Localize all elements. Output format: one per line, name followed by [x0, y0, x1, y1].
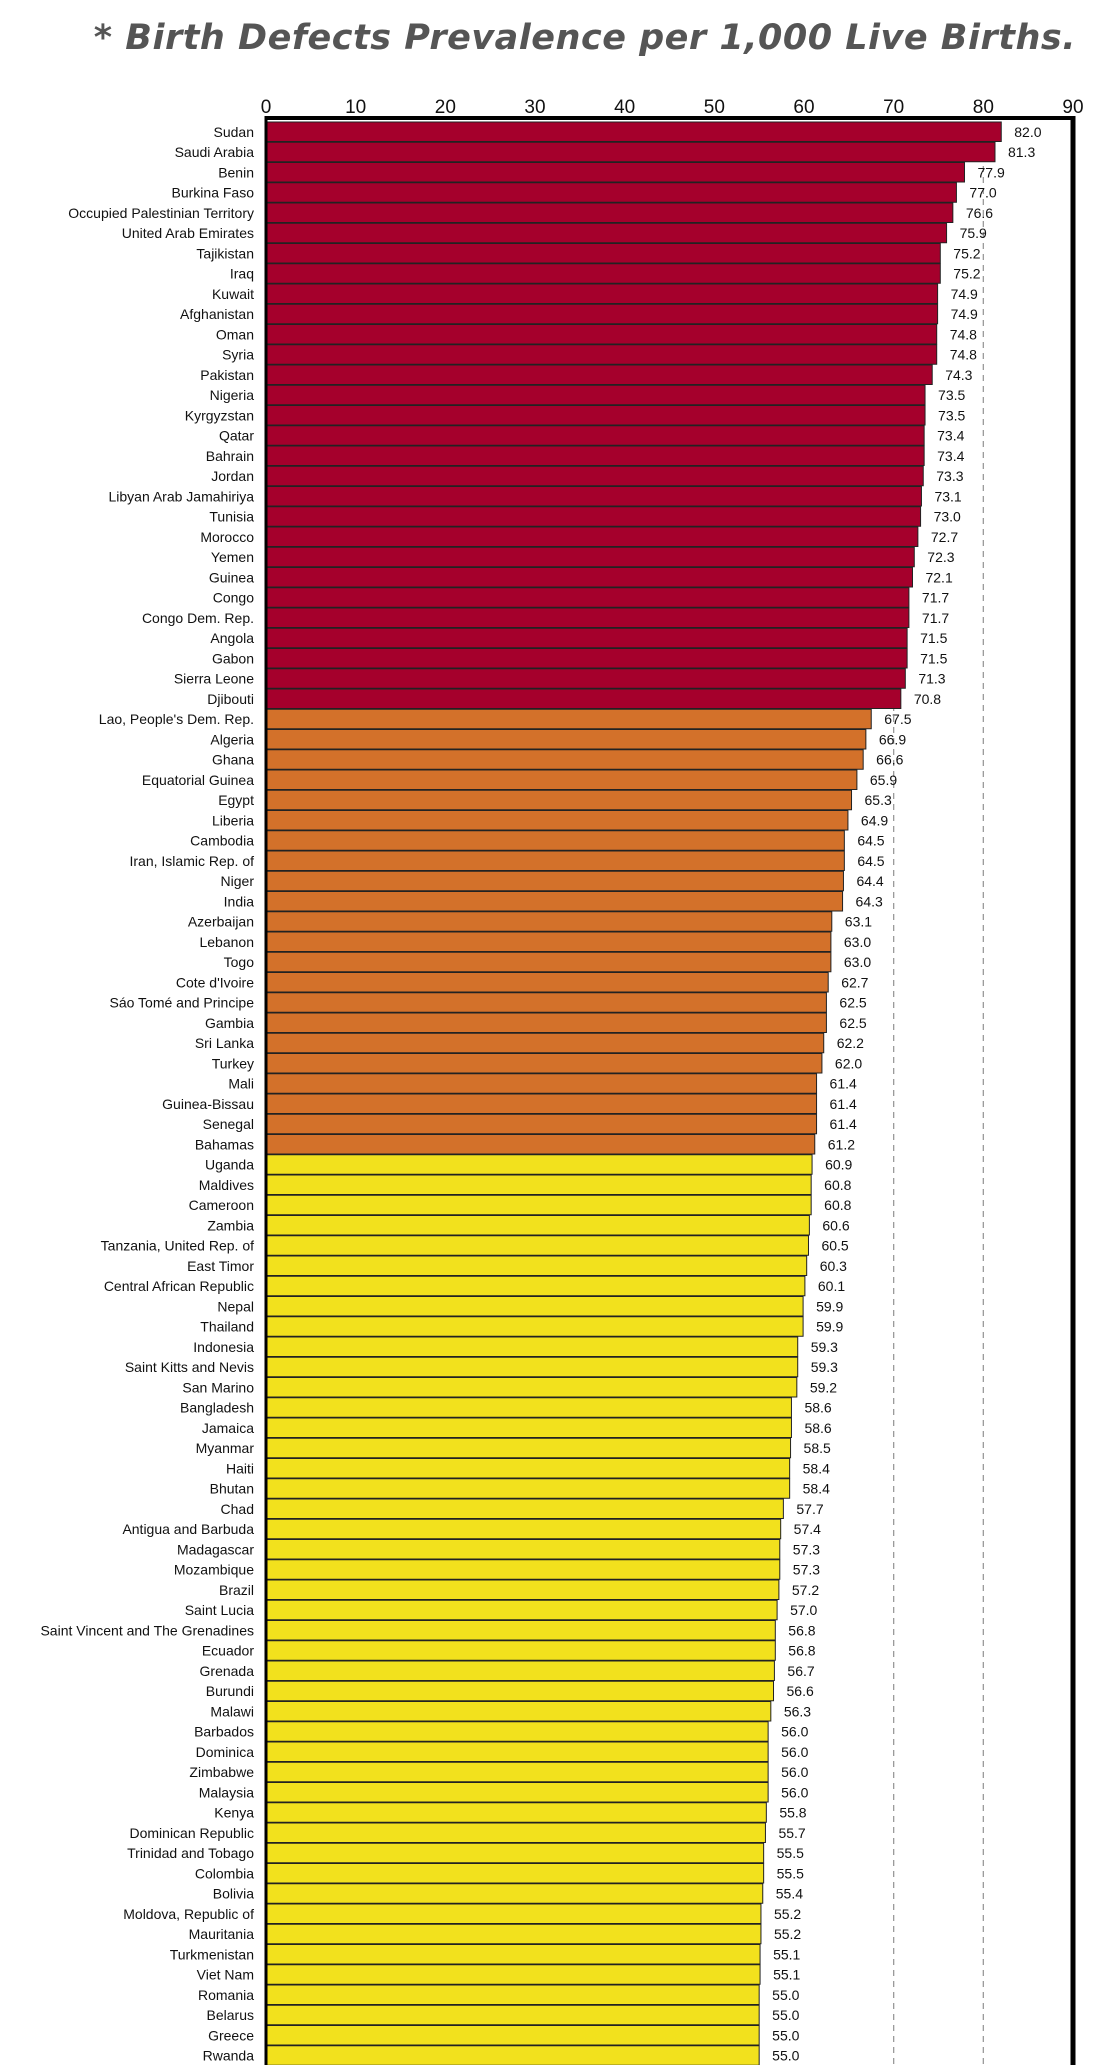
- value-label: 62.7: [841, 974, 869, 991]
- bar: [266, 1965, 760, 1985]
- value-label: 64.9: [860, 812, 889, 829]
- category-label: Jordan: [211, 468, 254, 484]
- bar: [266, 1924, 761, 1944]
- value-label: 56.8: [788, 1622, 816, 1639]
- bar: [266, 649, 907, 669]
- bar: [266, 608, 909, 628]
- bar: [266, 1256, 807, 1276]
- category-label: Nigeria: [209, 387, 254, 403]
- bar: [266, 871, 843, 891]
- bar: [266, 709, 871, 729]
- value-label: 67.5: [884, 711, 912, 727]
- bar: [266, 1114, 817, 1134]
- value-label: 56.8: [788, 1642, 816, 1659]
- category-label: Antigua and Barbuda: [122, 1521, 254, 1537]
- bar: [266, 163, 965, 183]
- x-tick-label: 50: [703, 97, 725, 118]
- value-label: 58.4: [802, 1480, 830, 1497]
- bar: [266, 1904, 761, 1924]
- bar: [266, 547, 914, 567]
- category-label: Bangladesh: [180, 1399, 254, 1416]
- bar: [266, 730, 866, 750]
- category-label: Niger: [220, 873, 254, 889]
- category-label: Burkina Faso: [171, 184, 254, 201]
- value-label: 57.0: [790, 1602, 818, 1618]
- value-label: 57.3: [792, 1541, 821, 1558]
- category-label: Libyan Arab Jamahiriya: [108, 488, 254, 505]
- bar: [266, 345, 937, 365]
- value-label: 61.4: [829, 1116, 857, 1132]
- value-label: 65.3: [864, 792, 892, 808]
- value-label: 74.9: [950, 285, 978, 302]
- bar: [266, 669, 905, 689]
- bar: [266, 446, 924, 466]
- value-label: 63.0: [843, 954, 872, 970]
- bar: [266, 1216, 809, 1236]
- chart-title: * Birth Defects Prevalence per 1,000 Live Births.: [93, 18, 1076, 58]
- bar: [266, 1560, 780, 1580]
- value-label: 75.2: [953, 265, 981, 282]
- value-label: 74.8: [949, 326, 977, 343]
- value-label: 59.2: [809, 1379, 838, 1396]
- bar: [266, 1175, 811, 1195]
- category-label: Bolivia: [212, 1885, 254, 1902]
- category-label: Dominican Republic: [129, 1824, 254, 1841]
- bar: [266, 750, 863, 770]
- category-label: Pakistan: [200, 366, 254, 383]
- value-label: 55.1: [773, 1966, 801, 1983]
- category-label: Afghanistan: [180, 306, 254, 322]
- x-tick-label: 10: [345, 97, 367, 118]
- category-label: Malawi: [210, 1703, 254, 1720]
- category-label: Mozambique: [173, 1561, 254, 1578]
- category-label: Maldives: [198, 1176, 254, 1193]
- category-label: Uganda: [204, 1156, 254, 1173]
- category-label: Viet Nam: [196, 1966, 254, 1983]
- category-label: Congo: [212, 589, 254, 606]
- bar: [266, 1519, 781, 1539]
- category-label: Tanzania, United Rep. of: [100, 1237, 254, 1254]
- category-label: Brazil: [218, 1581, 254, 1598]
- category-label: Ecuador: [201, 1642, 254, 1659]
- category-label: Belarus: [206, 2007, 254, 2023]
- bar: [266, 1398, 791, 1418]
- category-label: Chad: [220, 1500, 254, 1517]
- category-label: Bhutan: [209, 1480, 254, 1497]
- bar: [266, 1621, 775, 1641]
- bar: [266, 365, 932, 385]
- category-label: Sáo Tomé and Principe: [109, 994, 254, 1011]
- category-label: Algeria: [210, 731, 254, 748]
- value-label: 56.0: [781, 1784, 809, 1801]
- value-label: 55.8: [779, 1804, 807, 1821]
- category-label: Azerbaijan: [187, 913, 254, 930]
- value-label: 75.2: [953, 245, 981, 262]
- category-label: Gabon: [211, 650, 254, 667]
- category-label: India: [223, 893, 254, 910]
- category-label: Zimbabwe: [189, 1764, 254, 1780]
- value-label: 60.8: [824, 1176, 852, 1193]
- bar: [266, 811, 848, 831]
- category-label: Angola: [210, 630, 254, 646]
- category-label: Tajikistan: [196, 245, 254, 262]
- bar: [266, 1580, 779, 1600]
- bar: [266, 1681, 774, 1701]
- value-label: 58.4: [802, 1460, 830, 1477]
- bar: [266, 1843, 764, 1863]
- bar: [266, 1195, 811, 1215]
- value-label: 62.5: [839, 1014, 867, 1031]
- bar: [266, 1823, 765, 1843]
- value-label: 56.0: [781, 1764, 809, 1780]
- category-label: Turkmenistan: [169, 1946, 254, 1963]
- bar: [266, 1135, 815, 1155]
- x-tick-label: 20: [434, 97, 456, 118]
- category-label: Zambia: [207, 1217, 254, 1234]
- value-label: 71.3: [918, 670, 946, 687]
- bar: [266, 304, 938, 324]
- value-label: 60.9: [825, 1156, 853, 1173]
- bar: [266, 487, 921, 507]
- category-label: Nepal: [217, 1298, 254, 1315]
- bar: [266, 1054, 822, 1074]
- value-label: 73.4: [937, 427, 965, 444]
- bar: [266, 223, 947, 243]
- category-label: Liberia: [211, 812, 254, 829]
- bar: [266, 1661, 774, 1681]
- bar: [266, 1236, 808, 1256]
- bar: [266, 1357, 798, 1377]
- bar: [266, 952, 831, 972]
- value-label: 60.3: [819, 1257, 847, 1274]
- category-label: Qatar: [218, 427, 254, 444]
- category-label: Thailand: [200, 1318, 254, 1335]
- value-label: 55.2: [773, 1926, 802, 1942]
- bar: [266, 385, 925, 405]
- category-label: Cameroon: [188, 1197, 254, 1213]
- value-label: 56.3: [783, 1703, 812, 1720]
- x-tick-label: 90: [1062, 97, 1084, 118]
- category-label: Greece: [208, 2027, 254, 2044]
- bar: [266, 831, 844, 851]
- value-label: 61.4: [829, 1075, 857, 1092]
- bar: [266, 689, 901, 709]
- bar: [266, 1013, 826, 1033]
- bar: [266, 1155, 812, 1175]
- category-label: Morocco: [200, 528, 254, 545]
- value-label: 60.6: [822, 1217, 850, 1234]
- value-label: 71.5: [920, 630, 948, 646]
- value-label: 74.8: [949, 346, 977, 363]
- bar: [266, 973, 828, 993]
- category-label: Oman: [215, 326, 254, 343]
- x-tick-label: 30: [524, 97, 546, 118]
- bar: [266, 628, 907, 648]
- bar: [266, 1459, 790, 1479]
- x-tick-label: 80: [972, 97, 994, 118]
- category-label: Iraq: [229, 265, 254, 282]
- x-tick-label: 40: [614, 97, 636, 118]
- bar: [266, 426, 924, 446]
- category-label: San Marino: [182, 1379, 254, 1396]
- bar: [266, 993, 826, 1013]
- bar: [266, 406, 925, 426]
- value-label: 56.0: [781, 1743, 809, 1760]
- value-label: 71.5: [920, 650, 948, 667]
- category-label: Barbados: [194, 1723, 254, 1740]
- value-label: 59.9: [816, 1318, 844, 1335]
- category-label: Guinea: [208, 569, 254, 586]
- category-label: Saint Vincent and The Grenadines: [40, 1622, 254, 1639]
- bar: [266, 203, 953, 223]
- category-label: Senegal: [202, 1116, 254, 1132]
- value-label: 55.5: [776, 1865, 804, 1882]
- bar: [266, 1297, 803, 1317]
- value-label: 57.2: [791, 1581, 820, 1598]
- value-label: 73.5: [938, 407, 966, 424]
- value-label: 73.5: [938, 387, 966, 403]
- category-label: East Timor: [187, 1257, 254, 1274]
- category-label: Congo Dem. Rep.: [141, 609, 254, 626]
- value-label: 55.2: [773, 1905, 802, 1922]
- bar: [266, 1884, 763, 1904]
- x-tick-label: 70: [883, 97, 905, 118]
- x-tick-label: 60: [793, 97, 815, 118]
- value-label: 61.2: [827, 1136, 856, 1153]
- value-label: 74.9: [950, 306, 978, 322]
- category-label: Djibouti: [207, 690, 254, 707]
- category-label: Dominica: [195, 1743, 254, 1760]
- category-label: Kenya: [214, 1804, 254, 1821]
- category-label: Turkey: [211, 1055, 254, 1072]
- value-label: 57.4: [793, 1521, 821, 1537]
- bar: [266, 1702, 771, 1722]
- bar: [266, 183, 956, 203]
- category-label: Gambia: [204, 1014, 254, 1031]
- category-label: Madagascar: [176, 1541, 254, 1558]
- value-label: 60.1: [817, 1278, 846, 1294]
- value-label: 57.3: [792, 1561, 821, 1578]
- category-label: Syria: [222, 346, 254, 363]
- value-label: 73.3: [936, 468, 964, 484]
- category-label: Sri Lanka: [194, 1035, 254, 1051]
- category-label: Yemen: [210, 549, 254, 565]
- value-label: 75.9: [959, 225, 987, 241]
- category-label: Grenada: [199, 1662, 254, 1679]
- category-label: Central African Republic: [103, 1278, 254, 1294]
- bar: [266, 466, 923, 486]
- category-label: Colombia: [194, 1865, 254, 1882]
- value-label: 62.2: [836, 1035, 864, 1051]
- value-label: 59.3: [810, 1359, 838, 1375]
- category-label: Kyrgyzstan: [184, 407, 254, 424]
- category-label: Equatorial Guinea: [141, 771, 254, 788]
- bar: [266, 1033, 824, 1053]
- category-label: Sierra Leone: [173, 670, 254, 687]
- value-label: 59.9: [816, 1298, 844, 1315]
- value-label: 60.5: [821, 1237, 849, 1254]
- bar: [266, 2005, 759, 2025]
- bar: [266, 1499, 783, 1519]
- category-label: Myanmar: [195, 1440, 254, 1456]
- category-label: Malaysia: [198, 1784, 254, 1801]
- bar: [266, 1337, 798, 1357]
- value-label: 82.0: [1014, 123, 1042, 140]
- bar: [266, 932, 831, 952]
- category-label: Mali: [228, 1075, 254, 1092]
- bar: [266, 1600, 777, 1620]
- value-label: 55.5: [776, 1845, 804, 1861]
- bar: [266, 790, 852, 810]
- bar: [266, 1418, 791, 1438]
- value-label: 72.1: [925, 569, 953, 586]
- bar: [266, 284, 938, 304]
- value-label: 64.4: [856, 873, 884, 889]
- value-label: 55.0: [772, 2007, 800, 2023]
- value-label: 73.1: [934, 488, 962, 505]
- category-label: Tunisia: [209, 508, 254, 525]
- value-label: 56.0: [781, 1723, 809, 1740]
- category-label: Haiti: [225, 1460, 254, 1477]
- value-label: 58.6: [804, 1399, 832, 1416]
- category-label: Ghana: [211, 751, 254, 768]
- value-label: 60.8: [824, 1197, 852, 1213]
- value-label: 59.3: [810, 1338, 838, 1355]
- bar: [266, 1722, 768, 1742]
- value-label: 63.0: [843, 933, 872, 950]
- bar: [266, 1742, 768, 1762]
- x-tick-label: 0: [260, 97, 272, 118]
- value-label: 72.3: [927, 549, 955, 565]
- category-label: Saudi Arabia: [174, 144, 254, 160]
- value-label: 64.5: [857, 832, 885, 849]
- category-label: Rwanda: [202, 2047, 254, 2064]
- value-label: 55.0: [772, 2027, 800, 2044]
- category-label: Iran, Islamic Rep. of: [129, 852, 254, 869]
- value-label: 58.5: [803, 1440, 831, 1456]
- bar: [266, 2046, 759, 2065]
- category-label: Moldova, Republic of: [123, 1905, 254, 1922]
- value-label: 55.7: [778, 1824, 806, 1841]
- bar: [266, 1803, 766, 1823]
- value-label: 58.6: [804, 1419, 832, 1436]
- category-label: Romania: [197, 1986, 254, 2003]
- value-label: 73.0: [933, 508, 961, 525]
- bar: [266, 264, 940, 284]
- bar: [266, 1641, 775, 1661]
- value-label: 62.0: [834, 1055, 863, 1072]
- bar: [266, 892, 843, 912]
- value-label: 77.9: [977, 164, 1005, 181]
- category-label: Togo: [223, 954, 254, 970]
- bar: [266, 2026, 759, 2046]
- value-label: 66.9: [878, 731, 907, 748]
- category-label: Indonesia: [193, 1338, 254, 1355]
- value-label: 76.6: [965, 204, 994, 221]
- category-label: Occupied Palestinian Territory: [68, 204, 254, 221]
- value-label: 65.9: [869, 771, 898, 788]
- category-label: Saint Kitts and Nevis: [124, 1359, 254, 1375]
- bar: [266, 244, 940, 264]
- bar: [266, 1540, 780, 1560]
- category-label: Mauritania: [188, 1926, 254, 1942]
- category-label: Bahamas: [194, 1136, 254, 1153]
- bar: [266, 1945, 760, 1965]
- category-label: Jamaica: [201, 1419, 254, 1436]
- value-label: 81.3: [1007, 144, 1036, 160]
- value-label: 57.7: [796, 1500, 824, 1517]
- bar: [266, 1985, 759, 2005]
- value-label: 71.7: [921, 609, 950, 626]
- value-label: 55.0: [772, 1986, 800, 2003]
- bar: [266, 1378, 797, 1398]
- category-label: United Arab Emirates: [121, 225, 254, 241]
- value-label: 73.4: [937, 447, 965, 464]
- bar: [266, 1276, 805, 1296]
- bar: [266, 912, 832, 932]
- category-label: Lao, People's Dem. Rep.: [98, 711, 254, 727]
- value-label: 77.0: [969, 184, 997, 201]
- value-label: 70.8: [913, 690, 942, 707]
- category-label: Saint Lucia: [184, 1602, 254, 1618]
- value-label: 62.5: [839, 994, 867, 1011]
- bar: [266, 122, 1001, 142]
- category-label: Kuwait: [211, 285, 254, 302]
- bar: [266, 770, 857, 790]
- category-label: Egypt: [218, 792, 254, 808]
- bar: [266, 507, 921, 527]
- value-label: 64.3: [855, 893, 883, 910]
- value-label: 64.5: [857, 852, 885, 869]
- bar: [266, 1074, 817, 1094]
- value-label: 66.6: [876, 751, 904, 768]
- value-label: 71.7: [921, 589, 950, 606]
- value-label: 63.1: [844, 913, 873, 930]
- value-label: 55.0: [772, 2047, 800, 2064]
- bar: [266, 588, 909, 608]
- bar: [266, 1094, 817, 1114]
- value-label: 55.4: [775, 1885, 804, 1902]
- value-label: 72.7: [930, 528, 959, 545]
- category-label: Burundi: [205, 1683, 254, 1699]
- category-label: Benin: [218, 164, 254, 181]
- bar: [266, 325, 937, 345]
- value-label: 55.1: [773, 1946, 801, 1963]
- bar: [266, 1438, 791, 1458]
- bar: [266, 1783, 768, 1803]
- bar: [266, 1762, 768, 1782]
- bar: [266, 1864, 764, 1884]
- bar: [266, 1479, 790, 1499]
- value-label: 74.3: [945, 366, 973, 383]
- bar: [266, 527, 918, 547]
- category-label: Guinea-Bissau: [162, 1095, 254, 1112]
- value-label: 56.7: [787, 1662, 815, 1679]
- category-label: Sudan: [213, 123, 254, 140]
- value-label: 56.6: [786, 1683, 814, 1699]
- category-label: Cote d'Ivoire: [175, 974, 254, 991]
- category-label: Cambodia: [190, 832, 254, 849]
- value-label: 61.4: [829, 1095, 857, 1112]
- bar: [266, 1317, 803, 1337]
- bar: [266, 851, 844, 871]
- bar: [266, 568, 912, 588]
- bar: [266, 142, 995, 162]
- category-label: Lebanon: [199, 933, 254, 950]
- category-label: Bahrain: [205, 447, 254, 464]
- category-label: Trinidad and Tobago: [127, 1845, 254, 1861]
